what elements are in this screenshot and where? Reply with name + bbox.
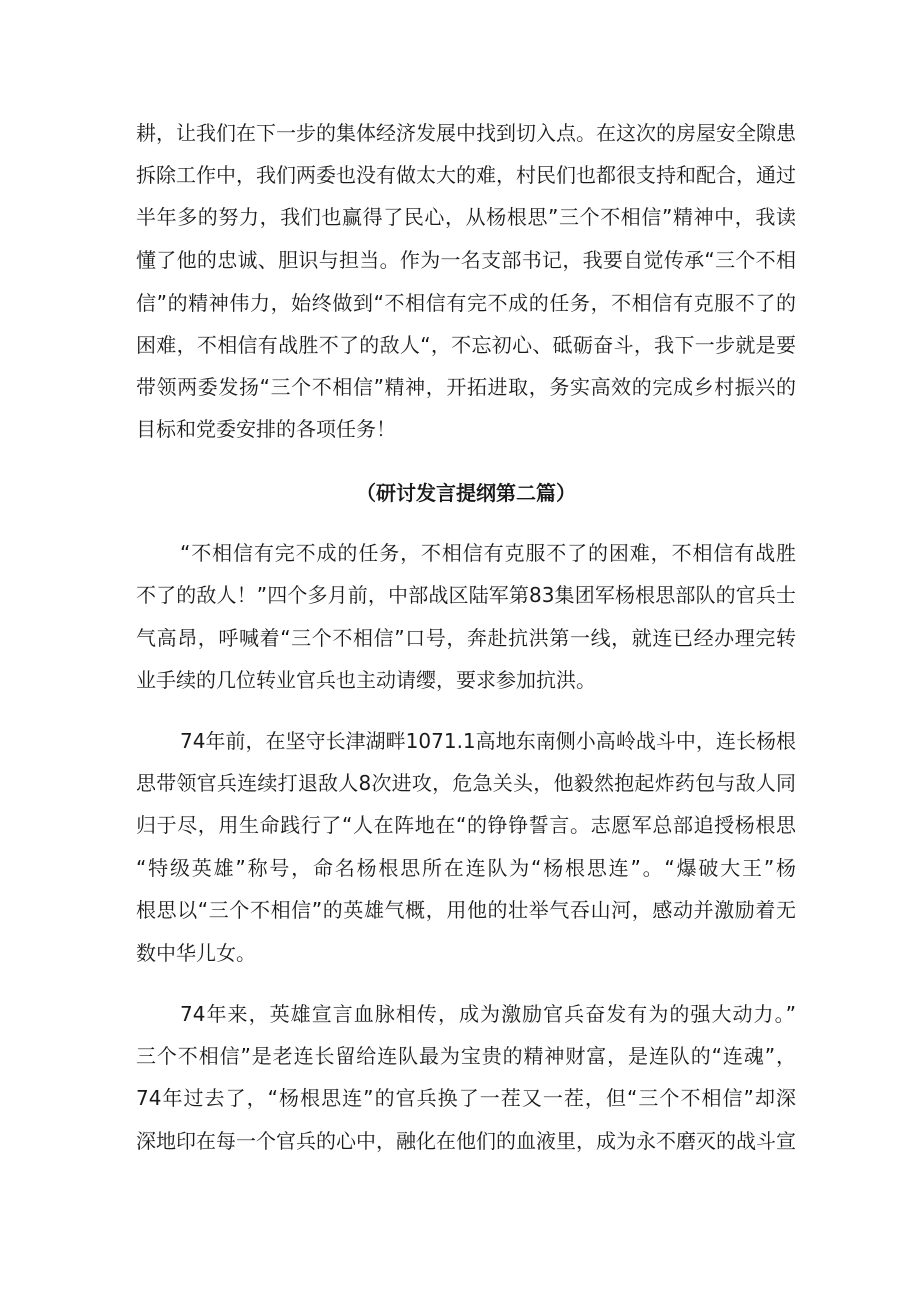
text-line: 74年过去了，“杨根思连”的官兵换了一茬又一茬，但“三个不相信”却深 bbox=[136, 1086, 796, 1110]
text-line: 根思以“三个不相信”的英雄气概，用他的壮举气吞山河，感动并激励着无 bbox=[136, 898, 796, 922]
text-line: 74年前，在坚守长津湖畔1071.1高地东南侧小高岭战斗中，连长杨根 bbox=[180, 729, 796, 753]
text-line: 归于尽，用生命践行了“人在阵地在“的铮铮誓言。志愿军总部追授杨根思 bbox=[136, 813, 796, 837]
text-line: 三个不相信”是老连长留给连队最为宝贵的精神财富，是连队的“连魂”， bbox=[136, 1044, 796, 1068]
text-line: 思带领官兵连续打退敌人8次进攻，危急关头，他毅然抱起炸药包与敌人同 bbox=[136, 771, 796, 795]
text-line: 带领两委发扬“三个不相信”精神，开拓进取，务实高效的完成乡村振兴的 bbox=[136, 375, 796, 399]
section-heading: （研讨发言提纲第二篇） bbox=[356, 481, 576, 505]
text-line: 信”的精神伟力，始终做到“不相信有完不成的任务，不相信有克服不了的 bbox=[136, 291, 796, 315]
text-line: “不相信有完不成的任务，不相信有克服不了的困难，不相信有战胜 bbox=[180, 541, 796, 565]
text-line: 目标和党委安排的各项任务！ bbox=[136, 417, 396, 441]
text-line: 数中华儿女。 bbox=[136, 941, 256, 965]
text-line: 懂了他的忠诚、胆识与担当。作为一名支部书记，我要自觉传承“三个不相 bbox=[136, 248, 796, 272]
text-line: 气高昂，呼喊着“三个不相信”口号，奔赴抗洪第一线，就连已经办理完转 bbox=[136, 626, 796, 650]
text-line: 拆除工作中，我们两委也没有做太大的难，村民们也都很支持和配合，通过 bbox=[136, 163, 796, 187]
text-line: 不了的敌人！”四个多月前，中部战区陆军第83集团军杨根思部队的官兵士 bbox=[136, 583, 796, 607]
text-line: 耕，让我们在下一步的集体经济发展中找到切入点。在这次的房屋安全隙患 bbox=[136, 121, 796, 145]
text-line: 74年来，英雄宣言血脉相传，成为激励官兵奋发有为的强大动力。” bbox=[180, 1002, 796, 1026]
text-line: 困难，不相信有战胜不了的敌人“，不忘初心、砥砺奋斗，我下一步就是要 bbox=[136, 333, 796, 357]
text-line: “特级英雄”称号，命名杨根思所在连队为“杨根思连”。“爆破大王”杨 bbox=[136, 856, 796, 880]
text-line: 业手续的几位转业官兵也主动请缨，要求参加抗洪。 bbox=[136, 668, 596, 692]
text-line: 半年多的努力，我们也赢得了民心，从杨根思”三个不相信”精神中，我读 bbox=[136, 205, 796, 229]
text-line: 深地印在每一个官兵的心中，融化在他们的血液里，成为永不磨灭的战斗宣 bbox=[136, 1129, 796, 1153]
